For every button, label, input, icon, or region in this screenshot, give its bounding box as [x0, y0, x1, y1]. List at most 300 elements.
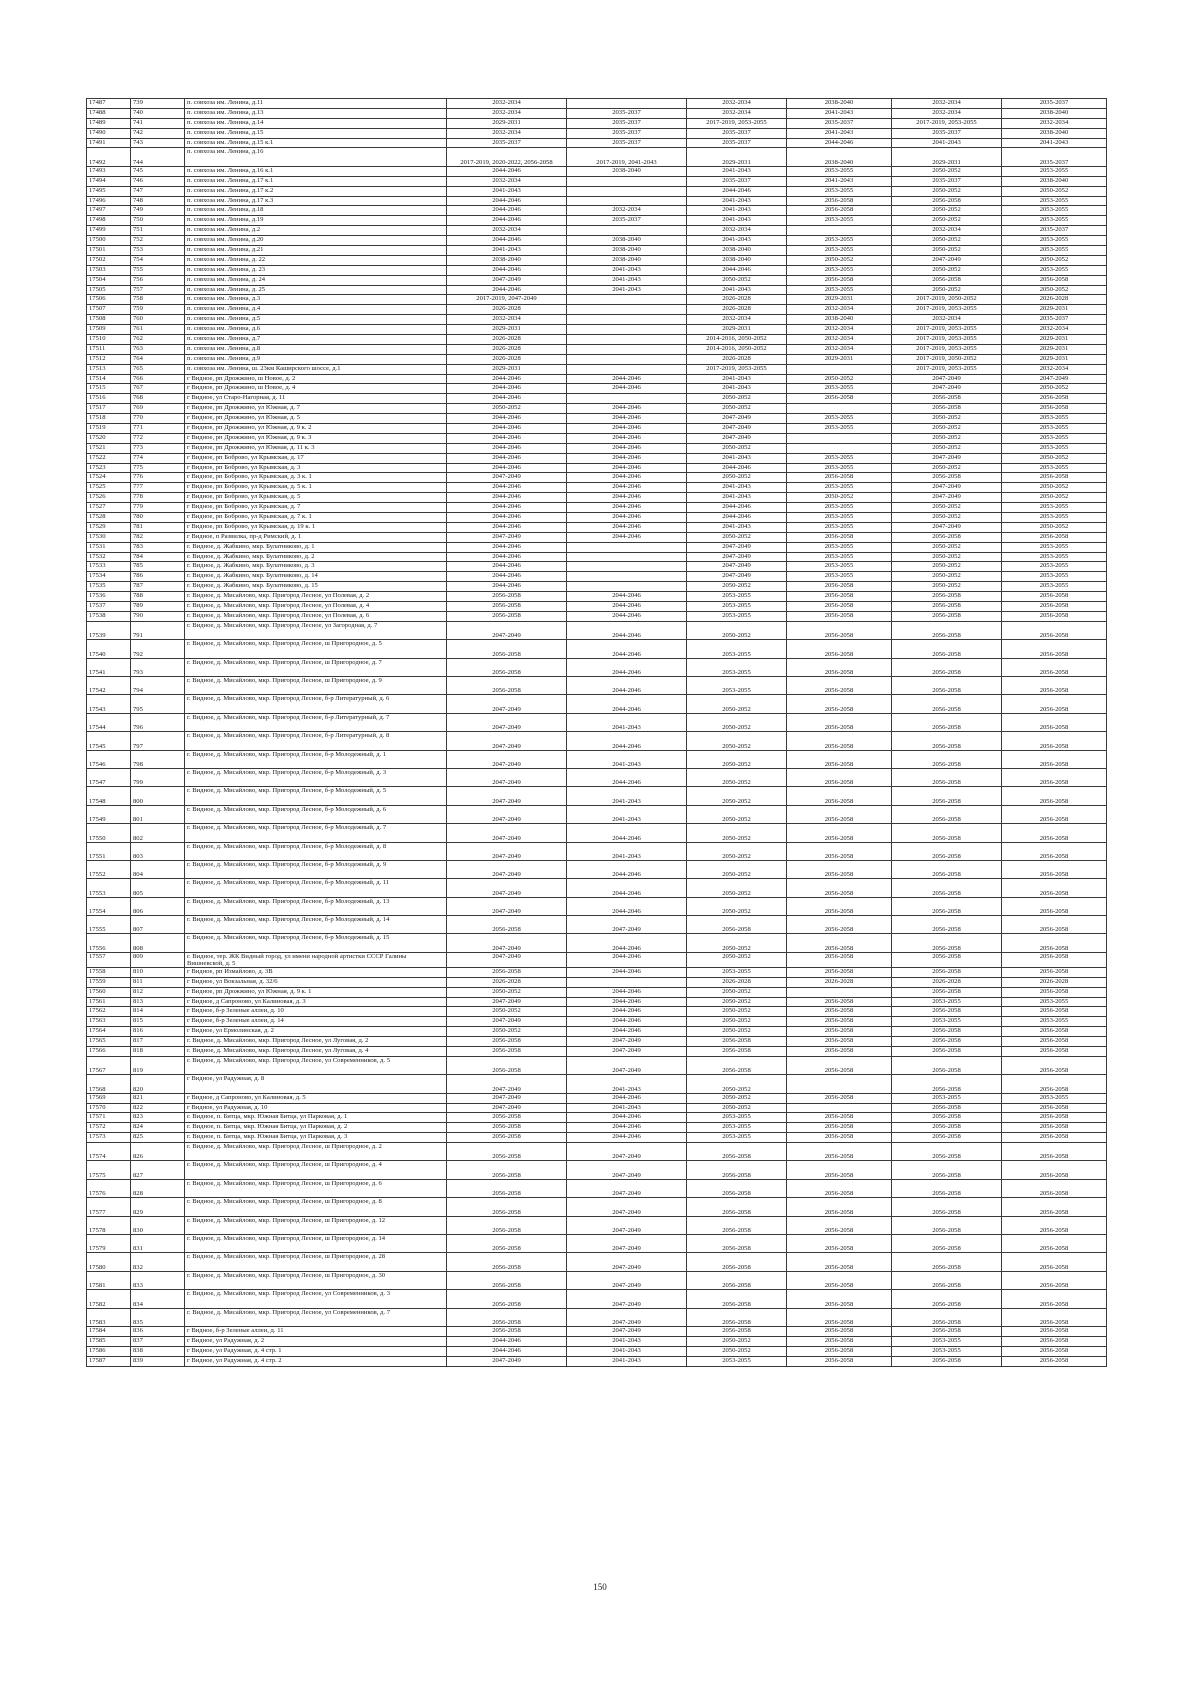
- period-col-2-cell: [567, 305, 687, 315]
- period-col-1-cell: 2056-2058: [447, 1290, 567, 1308]
- address-cell: г. Видное, д. Мисайлово, мкр. Пригород Лесное, ш Пригородное, д. 5: [185, 640, 447, 658]
- period-col-4-cell: 2056-2058: [787, 676, 892, 694]
- period-col-1-cell: 2047-2049: [447, 532, 567, 542]
- period-col-5-cell: 2050-2052: [892, 503, 1002, 513]
- period-col-1-cell: 2056-2058: [447, 1253, 567, 1271]
- record-number-cell: 765: [131, 364, 185, 374]
- period-col-6-cell: 2056-2058: [1002, 1113, 1107, 1123]
- address-cell: г. Видное, тер. ЖК Видный город, ул имени народной артистки СССР Галины Вишневской, д. 5: [185, 952, 447, 967]
- period-col-2-cell: 2047-2049: [567, 1056, 687, 1074]
- period-col-4-cell: 2056-2058: [787, 768, 892, 786]
- table-row: [87, 897, 1107, 915]
- period-col-6-cell: 2056-2058: [1002, 394, 1107, 404]
- period-col-6-cell: 2047-2049: [1002, 374, 1107, 384]
- period-col-4-cell: 2056-2058: [787, 805, 892, 823]
- address-cell: г. Видное, д. Мисайлово, мкр. Пригород Лесное, ш Пригородное, д. 9: [185, 676, 447, 694]
- table-row: [87, 374, 1107, 384]
- period-col-2-cell: 2038-2040: [567, 236, 687, 246]
- period-col-4-cell: 2053-2055: [787, 453, 892, 463]
- period-col-3-cell: 2050-2052: [687, 443, 787, 453]
- row-number-cell: 17487: [87, 99, 131, 109]
- period-col-6-cell: 2053-2055: [1002, 245, 1107, 255]
- period-col-1-cell: 2044-2046: [447, 216, 567, 226]
- row-number-cell: 17537: [87, 602, 131, 612]
- period-col-5-cell: 2053-2055: [892, 1093, 1002, 1103]
- period-col-2-cell: 2047-2049: [567, 916, 687, 934]
- row-number-cell: 17531: [87, 542, 131, 552]
- table-row: [87, 1056, 1107, 1074]
- period-col-5-cell: 2056-2058: [892, 1356, 1002, 1366]
- row-number-cell: 17586: [87, 1346, 131, 1356]
- row-number-cell: 17506: [87, 295, 131, 305]
- period-col-1-cell: 2047-2049: [447, 768, 567, 786]
- period-col-4-cell: 2053-2055: [787, 503, 892, 513]
- address-cell: г. Видное, д. Мисайлово, мкр. Пригород Лесное, ул Загородная, д. 7: [185, 621, 447, 639]
- period-col-5-cell: 2053-2055: [892, 1346, 1002, 1356]
- row-number-cell: 17538: [87, 611, 131, 621]
- period-col-3-cell: 2050-2052: [687, 713, 787, 731]
- address-cell: г. Видное, д. Мисайлово, мкр. Пригород Лесное, б-р Молодежный, д. 3: [185, 768, 447, 786]
- period-col-3-cell: 2056-2058: [687, 1216, 787, 1234]
- record-number-cell: 790: [131, 611, 185, 621]
- period-col-4-cell: 2056-2058: [787, 713, 892, 731]
- period-col-5-cell: 2050-2052: [892, 206, 1002, 216]
- row-number-cell: 17573: [87, 1133, 131, 1143]
- record-number-cell: 760: [131, 315, 185, 325]
- period-col-5-cell: 2032-2034: [892, 108, 1002, 118]
- period-col-4-cell: 2056-2058: [787, 1133, 892, 1143]
- table-row: [87, 245, 1107, 255]
- period-col-6-cell: 2053-2055: [1002, 443, 1107, 453]
- address-cell: г. Видное, д. Мисайлово, мкр. Пригород Лесное, ш Пригородное, д. 14: [185, 1235, 447, 1253]
- period-col-5-cell: 2050-2052: [892, 186, 1002, 196]
- address-cell: г. Видное, д. Мисайлово, мкр. Пригород Лесное, ш Пригородное, д. 2: [185, 1143, 447, 1161]
- period-col-2-cell: 2044-2046: [567, 658, 687, 676]
- address-cell: г Видное, ул Старо-Нагорная, д. 11: [185, 394, 447, 404]
- address-cell: г Видное, б-р Зеленые аллеи, д. 11: [185, 1327, 447, 1337]
- period-col-6-cell: 2056-2058: [1002, 1336, 1107, 1346]
- address-cell: п. совхоза им. Ленина, д.8: [185, 344, 447, 354]
- period-col-5-cell: 2056-2058: [892, 532, 1002, 542]
- period-col-1-cell: 2044-2046: [447, 503, 567, 513]
- period-col-6-cell: 2053-2055: [1002, 562, 1107, 572]
- period-col-1-cell: 2044-2046: [447, 374, 567, 384]
- period-col-3-cell: 2044-2046: [687, 463, 787, 473]
- period-col-3-cell: 2044-2046: [687, 513, 787, 523]
- address-cell: г. Видное, д. Мисайлово, мкр. Пригород Лесное, б-р Молодежный, д. 7: [185, 824, 447, 842]
- period-col-4-cell: 2041-2043: [787, 176, 892, 186]
- period-col-2-cell: 2044-2046: [567, 424, 687, 434]
- period-col-5-cell: 2056-2058: [892, 768, 1002, 786]
- address-cell: г. Видное, д. Жабкино, мкр. Булатниково, д. 3: [185, 562, 447, 572]
- address-cell: г. Видное, д. Мисайлово, мкр. Пригород Лесное, б-р Молодежный, д. 5: [185, 787, 447, 805]
- record-number-cell: 750: [131, 216, 185, 226]
- period-col-3-cell: 2050-2052: [687, 824, 787, 842]
- address-cell: г Видное, рп Дрожжино, ш Новое, д. 2: [185, 374, 447, 384]
- address-cell: г Видное, рп Дрожжино, ул Южная, д. 7: [185, 404, 447, 414]
- row-number-cell: 17497: [87, 206, 131, 216]
- address-cell: г. Видное, д. Мисайлово, мкр. Пригород Лесное, ул Луговая, д. 2: [185, 1037, 447, 1047]
- record-number-cell: 810: [131, 967, 185, 977]
- table-row: [87, 1327, 1107, 1337]
- address-cell: г. Видное, д. Мисайлово, мкр. Пригород Лесное, б-р Молодежный, д. 8: [185, 842, 447, 860]
- record-number-cell: 756: [131, 275, 185, 285]
- period-col-2-cell: 2044-2046: [567, 453, 687, 463]
- row-number-cell: 17570: [87, 1103, 131, 1113]
- address-cell: г. Видное, д. Мисайлово, мкр. Пригород Лесное, ш Пригородное, д. 4: [185, 1161, 447, 1179]
- period-col-3-cell: 2041-2043: [687, 206, 787, 216]
- period-col-3-cell: 2053-2055: [687, 640, 787, 658]
- record-number-cell: 831: [131, 1235, 185, 1253]
- table-row: [87, 1336, 1107, 1346]
- period-col-4-cell: 2056-2058: [787, 1161, 892, 1179]
- row-number-cell: 17534: [87, 572, 131, 582]
- period-col-3-cell: 2050-2052: [687, 860, 787, 878]
- period-col-5-cell: 2056-2058: [892, 1327, 1002, 1337]
- period-col-3-cell: 2053-2055: [687, 611, 787, 621]
- address-cell: п. совхоза им. Ленина, д.2: [185, 226, 447, 236]
- period-col-3-cell: 2053-2055: [687, 592, 787, 602]
- row-number-cell: 17530: [87, 532, 131, 542]
- period-col-5-cell: 2050-2052: [892, 433, 1002, 443]
- period-col-4-cell: 2056-2058: [787, 1346, 892, 1356]
- row-number-cell: 17507: [87, 305, 131, 315]
- record-number-cell: 768: [131, 394, 185, 404]
- address-cell: п. совхоза им. Ленина, д.7: [185, 334, 447, 344]
- table-row: [87, 1093, 1107, 1103]
- record-number-cell: 774: [131, 453, 185, 463]
- period-col-2-cell: 2047-2049: [567, 1198, 687, 1216]
- period-col-6-cell: 2056-2058: [1002, 1179, 1107, 1197]
- table-row: [87, 805, 1107, 823]
- address-cell: г. Видное, д. Мисайлово, мкр. Пригород Лесное, б-р Молодежный, д. 11: [185, 879, 447, 897]
- address-cell: г. Видное, д. Мисайлово, мкр. Пригород Лесное, б-р Молодежный, д. 6: [185, 805, 447, 823]
- address-cell: п. совхоза им. Ленина, д.17 к.3: [185, 196, 447, 206]
- period-col-1-cell: 2029-2031: [447, 364, 567, 374]
- period-col-2-cell: 2041-2043: [567, 1356, 687, 1366]
- period-col-3-cell: 2041-2043: [687, 522, 787, 532]
- row-number-cell: 17555: [87, 916, 131, 934]
- period-col-6-cell: 2056-2058: [1002, 967, 1107, 977]
- table-row: [87, 443, 1107, 453]
- record-number-cell: 821: [131, 1093, 185, 1103]
- period-col-3-cell: 2056-2058: [687, 1253, 787, 1271]
- period-col-4-cell: 2032-2034: [787, 334, 892, 344]
- period-col-1-cell: 2056-2058: [447, 602, 567, 612]
- row-number-cell: 17494: [87, 176, 131, 186]
- period-col-2-cell: 2047-2049: [567, 1161, 687, 1179]
- row-number-cell: 17569: [87, 1093, 131, 1103]
- address-cell: г. Видное, д. Мисайлово, мкр. Пригород Лесное, ул Луговая, д. 4: [185, 1046, 447, 1056]
- record-number-cell: 839: [131, 1356, 185, 1366]
- row-number-cell: 17575: [87, 1161, 131, 1179]
- period-col-1-cell: 2047-2049: [447, 952, 567, 967]
- period-col-1-cell: 2044-2046: [447, 166, 567, 176]
- record-number-cell: 812: [131, 987, 185, 997]
- period-col-6-cell: 2056-2058: [1002, 1056, 1107, 1074]
- period-col-6-cell: 2053-2055: [1002, 552, 1107, 562]
- period-col-2-cell: 2044-2046: [567, 987, 687, 997]
- table-row: [87, 1123, 1107, 1133]
- period-col-2-cell: 2044-2046: [567, 621, 687, 639]
- period-col-6-cell: 2050-2052: [1002, 255, 1107, 265]
- period-col-4-cell: 2053-2055: [787, 542, 892, 552]
- table-row: [87, 265, 1107, 275]
- period-col-6-cell: 2053-2055: [1002, 414, 1107, 424]
- period-col-4-cell: [787, 404, 892, 414]
- period-col-3-cell: 2056-2058: [687, 1235, 787, 1253]
- period-col-1-cell: 2056-2058: [447, 1308, 567, 1326]
- period-col-3-cell: 2047-2049: [687, 433, 787, 443]
- period-col-6-cell: 2056-2058: [1002, 952, 1107, 967]
- period-col-6-cell: 2050-2052: [1002, 493, 1107, 503]
- period-col-2-cell: [567, 364, 687, 374]
- record-number-cell: 780: [131, 513, 185, 523]
- table-row: [87, 640, 1107, 658]
- period-col-1-cell: 2044-2046: [447, 285, 567, 295]
- period-col-4-cell: 2053-2055: [787, 424, 892, 434]
- table-row: [87, 148, 1107, 166]
- period-col-6-cell: 2056-2058: [1002, 621, 1107, 639]
- row-number-cell: 17581: [87, 1271, 131, 1289]
- period-col-5-cell: 2056-2058: [892, 1198, 1002, 1216]
- row-number-cell: 17545: [87, 732, 131, 750]
- period-col-6-cell: 2053-2055: [1002, 424, 1107, 434]
- period-col-5-cell: 2056-2058: [892, 732, 1002, 750]
- record-number-cell: 826: [131, 1143, 185, 1161]
- period-col-5-cell: 2056-2058: [892, 196, 1002, 206]
- period-col-6-cell: 2038-2040: [1002, 108, 1107, 118]
- period-col-5-cell: 2026-2028: [892, 977, 1002, 987]
- row-number-cell: 17554: [87, 897, 131, 915]
- address-cell: г. Видное, д. Мисайлово, мкр. Пригород Лесное, б-р Литературный, д. 8: [185, 732, 447, 750]
- row-number-cell: 17524: [87, 473, 131, 483]
- period-col-5-cell: 2047-2049: [892, 522, 1002, 532]
- period-col-6-cell: 2035-2037: [1002, 226, 1107, 236]
- period-col-2-cell: 2044-2046: [567, 374, 687, 384]
- period-col-2-cell: [567, 582, 687, 592]
- period-col-3-cell: 2053-2055: [687, 967, 787, 977]
- period-col-2-cell: 2044-2046: [567, 860, 687, 878]
- period-col-3-cell: 2050-2052: [687, 1007, 787, 1017]
- period-col-3-cell: 2014-2016, 2050-2052: [687, 334, 787, 344]
- period-col-1-cell: 2044-2046: [447, 1346, 567, 1356]
- period-col-1-cell: 2056-2058: [447, 916, 567, 934]
- period-col-2-cell: [567, 562, 687, 572]
- row-number-cell: 17493: [87, 166, 131, 176]
- row-number-cell: 17503: [87, 265, 131, 275]
- address-cell: п. совхоза им. Ленина, д.20: [185, 236, 447, 246]
- table-row: [87, 414, 1107, 424]
- period-col-2-cell: 2044-2046: [567, 1027, 687, 1037]
- period-col-2-cell: 2038-2040: [567, 255, 687, 265]
- record-number-cell: 739: [131, 99, 185, 109]
- period-col-3-cell: 2053-2055: [687, 1356, 787, 1366]
- period-col-5-cell: 2017-2019, 2053-2055: [892, 344, 1002, 354]
- period-col-3-cell: 2047-2049: [687, 414, 787, 424]
- period-col-1-cell: 2047-2049: [447, 732, 567, 750]
- period-col-4-cell: 2056-2058: [787, 473, 892, 483]
- table-row: [87, 1290, 1107, 1308]
- period-col-4-cell: 2053-2055: [787, 572, 892, 582]
- period-col-6-cell: 2053-2055: [1002, 1017, 1107, 1027]
- row-number-cell: 17539: [87, 621, 131, 639]
- period-col-1-cell: 2047-2049: [447, 750, 567, 768]
- address-cell: п. совхоза им. Ленина, д.16 к.1: [185, 166, 447, 176]
- period-col-5-cell: 2047-2049: [892, 493, 1002, 503]
- period-col-6-cell: 2056-2058: [1002, 592, 1107, 602]
- table-row: [87, 1346, 1107, 1356]
- record-number-cell: 767: [131, 384, 185, 394]
- period-col-6-cell: 2056-2058: [1002, 750, 1107, 768]
- record-number-cell: 811: [131, 977, 185, 987]
- table-row: [87, 1143, 1107, 1161]
- period-col-4-cell: 2056-2058: [787, 879, 892, 897]
- period-col-4-cell: 2053-2055: [787, 166, 892, 176]
- period-col-2-cell: 2044-2046: [567, 997, 687, 1007]
- period-col-6-cell: 2050-2052: [1002, 384, 1107, 394]
- record-number-cell: 748: [131, 196, 185, 206]
- period-col-4-cell: 2056-2058: [787, 695, 892, 713]
- record-number-cell: 763: [131, 344, 185, 354]
- row-number-cell: 17546: [87, 750, 131, 768]
- address-cell: г Видное, рп Боброво, ул Крымская, д. 19 к. 1: [185, 522, 447, 532]
- period-col-1-cell: 2056-2058: [447, 611, 567, 621]
- address-cell: г Видное, рп Боброво, ул Крымская, д. 3: [185, 463, 447, 473]
- period-col-5-cell: 2050-2052: [892, 245, 1002, 255]
- period-col-2-cell: 2044-2046: [567, 602, 687, 612]
- table-row: [87, 1198, 1107, 1216]
- period-col-4-cell: 2056-2058: [787, 196, 892, 206]
- address-cell: п. совхоза им. Ленина, д. 22: [185, 255, 447, 265]
- period-col-6-cell: 2056-2058: [1002, 1327, 1107, 1337]
- table-row: [87, 750, 1107, 768]
- period-col-5-cell: 2056-2058: [892, 602, 1002, 612]
- period-col-2-cell: 2047-2049: [567, 1216, 687, 1234]
- table-row: [87, 768, 1107, 786]
- period-col-2-cell: 2044-2046: [567, 522, 687, 532]
- period-col-3-cell: 2032-2034: [687, 226, 787, 236]
- row-number-cell: 17505: [87, 285, 131, 295]
- period-col-1-cell: 2056-2058: [447, 592, 567, 602]
- period-col-1-cell: 2047-2049: [447, 713, 567, 731]
- record-number-cell: 770: [131, 414, 185, 424]
- address-cell: п. совхоза им. Ленина, д.3: [185, 295, 447, 305]
- period-col-1-cell: 2047-2049: [447, 1093, 567, 1103]
- table-row: [87, 108, 1107, 118]
- period-col-6-cell: 2053-2055: [1002, 196, 1107, 206]
- record-number-cell: 795: [131, 695, 185, 713]
- period-col-6-cell: 2056-2058: [1002, 879, 1107, 897]
- address-cell: г. Видное, п. Битца, мкр. Южная Битца, ул Парковая, д. 1: [185, 1113, 447, 1123]
- period-col-1-cell: 2056-2058: [447, 1198, 567, 1216]
- row-number-cell: 17490: [87, 128, 131, 138]
- row-number-cell: 17584: [87, 1327, 131, 1337]
- period-col-3-cell: 2050-2052: [687, 275, 787, 285]
- period-col-5-cell: 2056-2058: [892, 1143, 1002, 1161]
- period-col-4-cell: 2056-2058: [787, 1271, 892, 1289]
- row-number-cell: 17556: [87, 934, 131, 952]
- period-col-6-cell: 2050-2052: [1002, 453, 1107, 463]
- table-row: [87, 1235, 1107, 1253]
- record-number-cell: 752: [131, 236, 185, 246]
- period-col-6-cell: 2056-2058: [1002, 1216, 1107, 1234]
- period-col-3-cell: 2041-2043: [687, 216, 787, 226]
- period-col-1-cell: 2050-2052: [447, 404, 567, 414]
- row-number-cell: 17501: [87, 245, 131, 255]
- record-number-cell: 749: [131, 206, 185, 216]
- record-number-cell: 808: [131, 934, 185, 952]
- period-col-1-cell: 2056-2058: [447, 658, 567, 676]
- period-col-4-cell: 2056-2058: [787, 1235, 892, 1253]
- period-col-4-cell: 2056-2058: [787, 658, 892, 676]
- period-col-5-cell: 2056-2058: [892, 621, 1002, 639]
- period-col-3-cell: 2050-2052: [687, 582, 787, 592]
- period-col-6-cell: 2056-2058: [1002, 897, 1107, 915]
- table-row: [87, 1046, 1107, 1056]
- period-col-4-cell: 2029-2031: [787, 295, 892, 305]
- record-number-cell: 833: [131, 1271, 185, 1289]
- table-row: [87, 404, 1107, 414]
- period-col-1-cell: 2050-2052: [447, 1027, 567, 1037]
- row-number-cell: 17559: [87, 977, 131, 987]
- period-col-3-cell: 2035-2037: [687, 138, 787, 148]
- address-cell: г. Видное, д. Мисайлово, мкр. Пригород Лесное, ул Полевая, д. 6: [185, 611, 447, 621]
- record-number-cell: 819: [131, 1056, 185, 1074]
- period-col-2-cell: 2041-2043: [567, 1346, 687, 1356]
- row-number-cell: 17510: [87, 334, 131, 344]
- period-col-6-cell: 2035-2037: [1002, 99, 1107, 109]
- period-col-3-cell: 2035-2037: [687, 176, 787, 186]
- period-col-3-cell: 2050-2052: [687, 952, 787, 967]
- period-col-3-cell: 2050-2052: [687, 879, 787, 897]
- record-number-cell: 769: [131, 404, 185, 414]
- row-number-cell: 17578: [87, 1216, 131, 1234]
- address-cell: г Видное, ул Радужная, д. 2: [185, 1336, 447, 1346]
- period-col-1-cell: 2047-2049: [447, 1017, 567, 1027]
- period-col-6-cell: 2056-2058: [1002, 1075, 1107, 1093]
- period-col-2-cell: 2044-2046: [567, 414, 687, 424]
- address-cell: г Видное, ул Вокзальная, д. 32/6: [185, 977, 447, 987]
- table-row: [87, 1216, 1107, 1234]
- row-number-cell: 17489: [87, 118, 131, 128]
- row-number-cell: 17491: [87, 138, 131, 148]
- address-cell: п. совхоза им. Ленина, д. 23: [185, 265, 447, 275]
- period-col-6-cell: 2029-2031: [1002, 344, 1107, 354]
- period-col-4-cell: 2053-2055: [787, 513, 892, 523]
- row-number-cell: 17517: [87, 404, 131, 414]
- period-col-1-cell: 2056-2058: [447, 1113, 567, 1123]
- record-number-cell: 835: [131, 1308, 185, 1326]
- period-col-5-cell: 2050-2052: [892, 414, 1002, 424]
- table-row: [87, 334, 1107, 344]
- period-col-6-cell: 2056-2058: [1002, 1007, 1107, 1017]
- period-col-1-cell: 2047-2049: [447, 897, 567, 915]
- period-col-5-cell: 2056-2058: [892, 967, 1002, 977]
- period-col-3-cell: 2050-2052: [687, 394, 787, 404]
- table-row: [87, 394, 1107, 404]
- period-col-4-cell: 2056-2058: [787, 1308, 892, 1326]
- period-col-4-cell: 2053-2055: [787, 463, 892, 473]
- period-col-1-cell: 2041-2043: [447, 245, 567, 255]
- address-cell: п. совхоза им. Ленина, д. 25: [185, 285, 447, 295]
- period-col-1-cell: 2026-2028: [447, 977, 567, 987]
- period-col-6-cell: 2026-2028: [1002, 977, 1107, 987]
- period-col-2-cell: 2041-2043: [567, 787, 687, 805]
- period-col-6-cell: 2056-2058: [1002, 1271, 1107, 1289]
- table-row: [87, 879, 1107, 897]
- period-col-5-cell: 2047-2049: [892, 483, 1002, 493]
